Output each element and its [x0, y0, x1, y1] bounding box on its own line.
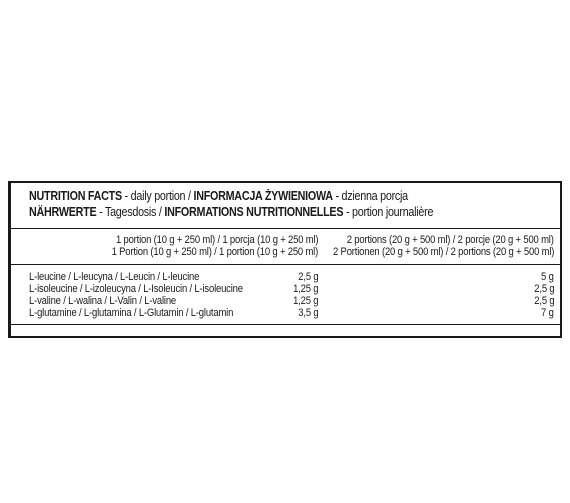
nutrient-name: L-glutamine / L-glutamina / L-Glutamin / L-glutamin [29, 307, 234, 319]
divider [11, 228, 560, 229]
header-subtitle-pl: - dzienna porcja [332, 189, 408, 203]
nutrient-name: L-valine / L-walina / L-Valin / L-valine [29, 295, 177, 307]
header-line-1 [29, 189, 408, 203]
header-line-2 [29, 205, 433, 219]
portion-2-heading-line-1: 2 portions (20 g + 500 ml) / 2 porcje (20 g + 500 ml) [346, 234, 554, 246]
divider [11, 264, 560, 265]
header-title-pl: INFORMACJA ŻYWIENIOWA [193, 189, 333, 203]
header-subtitle-en: - daily portion / [121, 189, 194, 203]
nutrition-facts-panel [8, 181, 562, 338]
nutrient-value-portion-2: 2,5 g [533, 283, 554, 295]
portion-1-heading-line-1: 1 portion (10 g + 250 ml) / 1 porcja (10 g + 250 ml) [115, 234, 318, 246]
nutrient-value-portion-1: 1,25 g [292, 295, 318, 307]
header-title-fr: INFORMATIONS NUTRITIONNELLES [164, 205, 344, 219]
header-title-en: NUTRITION FACTS [29, 189, 122, 203]
nutrient-value-portion-2: 7 g [541, 307, 554, 319]
nutrient-name: L-isoleucine / L-izoleucyna / L-Isoleucin / L-isoleucine [29, 283, 243, 295]
nutrient-value-portion-1: 3,5 g [297, 307, 318, 319]
nutrient-value-portion-1: 1,25 g [292, 283, 318, 295]
portion-1-heading-line-2: 1 Portion (10 g + 250 ml) / 1 portion (10 g + 250 ml) [111, 246, 318, 258]
header-title-de: NÄHRWERTE [29, 205, 97, 219]
header-subtitle-fr: - portion journalière [343, 205, 434, 219]
portion-2-heading-line-2: 2 Portionen (20 g + 500 ml) / 2 portions (20 g + 500 ml) [332, 246, 554, 258]
nutrient-value-portion-1: 2,5 g [297, 271, 318, 283]
nutrient-value-portion-2: 2,5 g [533, 295, 554, 307]
header-subtitle-de: - Tagesdosis / [96, 205, 165, 219]
divider [11, 324, 560, 325]
nutrient-name: L-leucine / L-leucyna / L-Leucin / L-leucine [29, 271, 200, 283]
nutrient-value-portion-2: 5 g [541, 271, 554, 283]
